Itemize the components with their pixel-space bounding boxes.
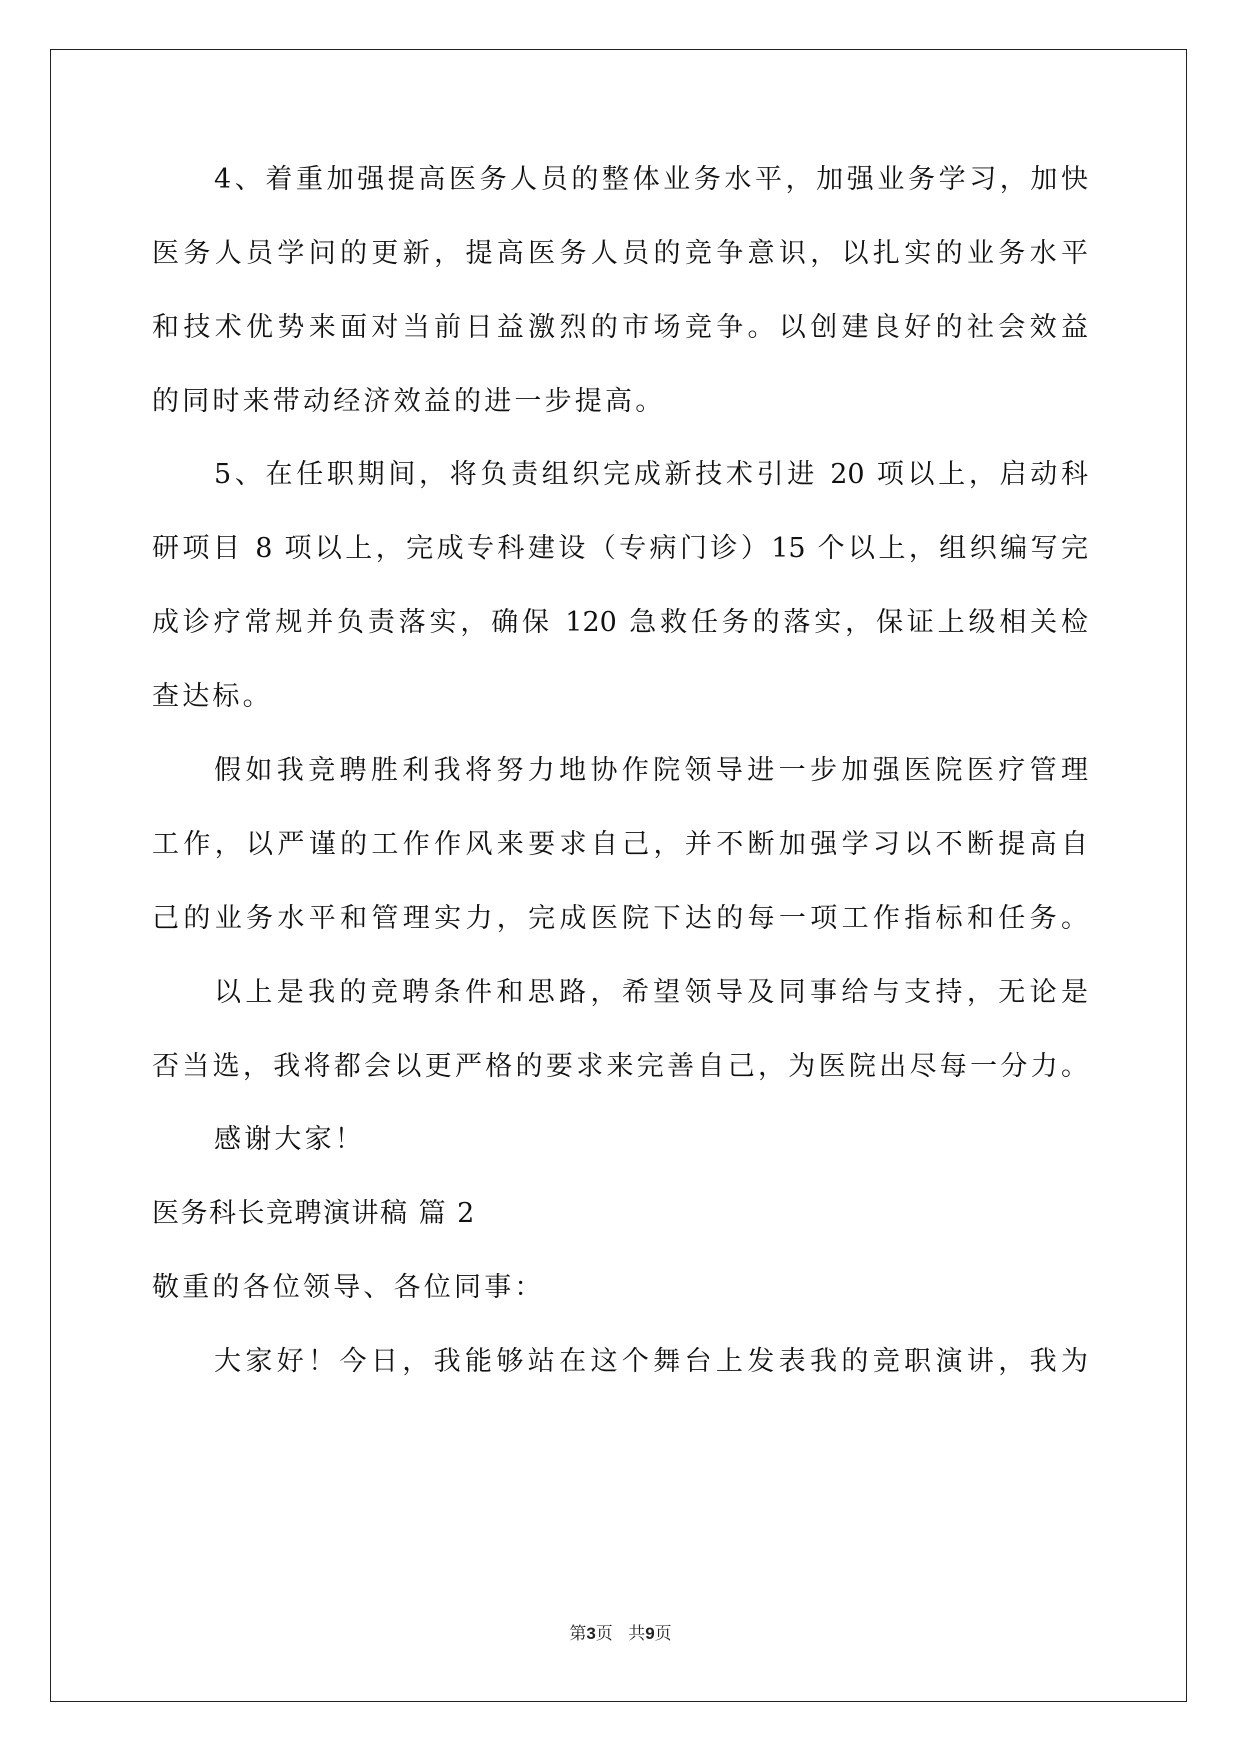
page-footer bbox=[0, 1622, 1241, 1646]
paragraph-line: 己的业务水平和管理实力，完成医院下达的每一项工作指标和任务。 bbox=[152, 903, 1088, 934]
salutation: 敬重的各位领导、各位同事： bbox=[152, 1272, 545, 1303]
section-heading: 医务科长竞聘演讲稿 篇 2 bbox=[152, 1198, 476, 1229]
paragraph-line: 假如我竞聘胜利我将努力地协作院领导进一步加强医院医疗管理 bbox=[214, 755, 1088, 786]
paragraph-line: 5、在任职期间，将负责组织完成新技术引进 20 项以上，启动科 bbox=[214, 459, 1088, 490]
paragraph-line: 的同时来带动经济效益的进一步提高。 bbox=[152, 386, 666, 417]
paragraph-line: 大家好！今日，我能够站在这个舞台上发表我的竞职演讲，我为 bbox=[214, 1346, 1088, 1377]
paragraph-line: 否当选，我将都会以更严格的要求来完善自己，为医院出尽每一分力。 bbox=[152, 1051, 1088, 1082]
page-total: 共9页 bbox=[628, 1624, 672, 1644]
paragraph-line: 4、着重加强提高医务人员的整体业务水平，加强业务学习，加快 bbox=[214, 164, 1088, 195]
paragraph-line: 工作，以严谨的工作作风来要求自己，并不断加强学习以不断提高自 bbox=[152, 829, 1088, 860]
paragraph-line: 和技术优势来面对当前日益激烈的市场竞争。以创建良好的社会效益 bbox=[152, 312, 1088, 343]
paragraph-line: 医务人员学问的更新，提高医务人员的竞争意识，以扎实的业务水平 bbox=[152, 238, 1088, 269]
paragraph-line: 查达标。 bbox=[152, 681, 273, 712]
paragraph-line: 以上是我的竞聘条件和思路，希望领导及同事给与支持，无论是 bbox=[214, 977, 1088, 1008]
page-number: 第3页 bbox=[569, 1624, 613, 1644]
page-border bbox=[50, 49, 1187, 1702]
closing-thanks: 感谢大家！ bbox=[214, 1124, 365, 1155]
paragraph-line: 成诊疗常规并负责落实，确保 120 急救任务的落实，保证上级相关检 bbox=[152, 607, 1088, 638]
paragraph-line: 研项目 8 项以上，完成专科建设（专病门诊）15 个以上，组织编写完 bbox=[152, 533, 1088, 564]
